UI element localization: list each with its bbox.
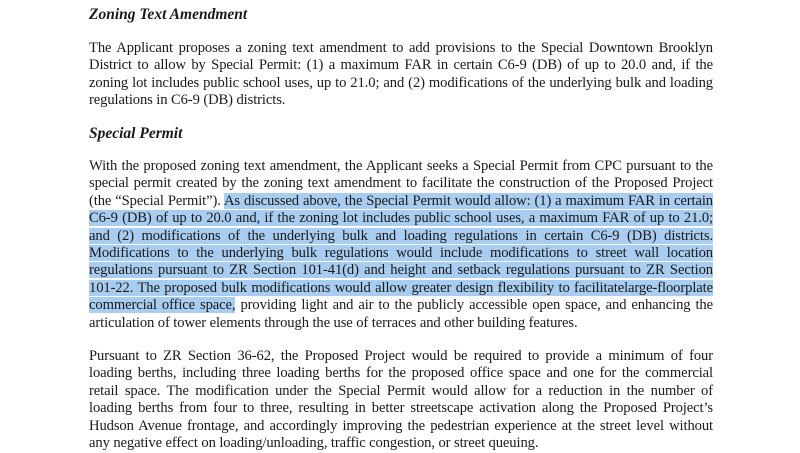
paragraph-text-after-selection: providing light and air to the publicly accessible open space, and enhancing the articulation of tower elements through the use of terraces and other building features. [89, 297, 713, 331]
section-heading-zoning-text-amendment: Zoning Text Amendment [89, 6, 248, 23]
selected-text-highlight[interactable]: As discussed above, the Special Permit would allow: (1) a maximum FAR in certain C6-9 (DB) of up to 20.0 and, if the zoning lot includes public school uses, a maximum FAR of up to 21.0; and (2) modifications of the underlying bulk and loading regulations in certain C6-9 (DB) districts. Modifications to the underlying bulk regulations would include modifications to street wall location regulations pursuant to ZR Section 101-41(d) and height and setback regulations pursuant to ZR Section 101-22. The proposed bulk modifications would allow greater design flexibility to facilitatelarge-floorplate commercial office space, [89, 192, 713, 314]
paragraph-zoning-text-amendment: The Applicant proposes a zoning text amendment to add provisions to the Special Downtown Brooklyn District to allow by Special Permit: (1) a maximum FAR in certain C6-9 (DB) of up to 20.0 and, if the zoning lot includes public school uses, up to 21.0; and (2) modifications of the underlying bulk and loading regulations in C6-9 (DB) districts. [89, 40, 713, 109]
paragraph-text-before-selection: With the proposed zoning text amendment, the Applicant seeks a Special Permit from CPC pursuant to the special permit created by the zoning text amendment to facilitate the construction of the Proposed Project (the “Special Permit”). [89, 158, 713, 209]
paragraph-loading-berths: Pursuant to ZR Section 36-62, the Proposed Project would be required to provide a minimum of four loading berths, including three loading berths for the proposed office space and one for the commercial retail space. The modification under the Special Permit would allow for a reduction in the number of loading berths from four to three, resulting in better streetscape activation along the Proposed Project’s Hudson Avenue frontage, and accordingly improving the pedestrian experience at the street level without any negative effect on loading/unloading, traffic congestion, or street queuing. [89, 348, 713, 452]
section-heading-special-permit: Special Permit [89, 125, 183, 142]
paragraph-special-permit [89, 158, 713, 332]
